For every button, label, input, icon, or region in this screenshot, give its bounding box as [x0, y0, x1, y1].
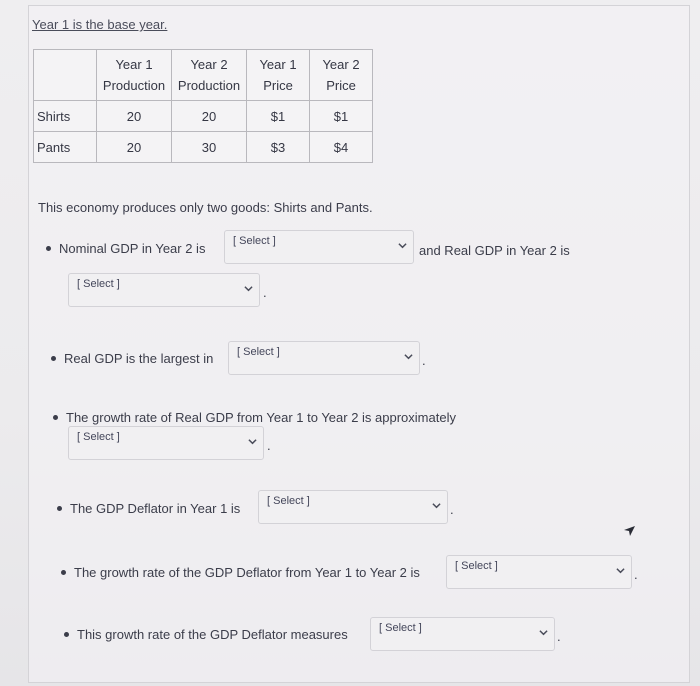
bullet	[51, 356, 56, 361]
real-gdp-year2-select[interactable]	[68, 273, 260, 307]
table-corner-cell	[34, 50, 97, 101]
bullet	[61, 570, 66, 575]
header-year1-production: Year 1 Production	[97, 50, 172, 101]
question-deflator-measures	[64, 627, 348, 642]
question-deflator-growth	[61, 565, 420, 580]
select-value: [ Select ]	[77, 278, 120, 290]
chevron-down-icon	[244, 284, 253, 293]
cell-value: $3	[247, 132, 310, 163]
mouse-cursor-icon	[622, 524, 636, 538]
table-row	[34, 132, 373, 163]
period: .	[263, 285, 267, 300]
table-row	[34, 101, 373, 132]
cell-value: $4	[310, 132, 373, 163]
select-value: [ Select ]	[267, 495, 310, 507]
header-year2-price: Year 2 Price	[310, 50, 373, 101]
question-real-gdp-growth	[53, 410, 456, 425]
row-label-shirts: Shirts	[34, 101, 97, 132]
select-value: [ Select ]	[379, 622, 422, 634]
production-price-table	[33, 49, 373, 163]
base-year-note: Year 1 is the base year.	[32, 17, 168, 32]
question-text: This growth rate of the GDP Deflator measures	[77, 627, 348, 642]
question-text: The growth rate of Real GDP from Year 1 to Year 2 is approximately	[66, 410, 456, 425]
header-year2-production: Year 2 Production	[172, 50, 247, 101]
intro-text: This economy produces only two goods: Shirts and Pants.	[38, 200, 373, 215]
bullet	[64, 632, 69, 637]
question-nominal-gdp	[46, 241, 205, 256]
question-real-gdp-largest	[51, 351, 213, 366]
select-value: [ Select ]	[77, 431, 120, 443]
cell-value: $1	[247, 101, 310, 132]
period: .	[422, 353, 426, 368]
chevron-down-icon	[248, 437, 257, 446]
chevron-down-icon	[404, 352, 413, 361]
gdp-deflator-year1-select[interactable]	[258, 490, 448, 524]
question-gdp-deflator-year1	[57, 501, 240, 516]
period: .	[557, 629, 561, 644]
table-header-row	[34, 50, 373, 101]
deflator-growth-select[interactable]	[446, 555, 632, 589]
nominal-gdp-year2-select[interactable]	[224, 230, 414, 264]
select-value: [ Select ]	[233, 235, 276, 247]
cell-value: 20	[172, 101, 247, 132]
bullet	[57, 506, 62, 511]
row-label-pants: Pants	[34, 132, 97, 163]
select-value: [ Select ]	[237, 346, 280, 358]
bullet	[53, 415, 58, 420]
period: .	[267, 438, 271, 453]
bullet	[46, 246, 51, 251]
real-gdp-growth-select[interactable]	[68, 426, 264, 460]
chevron-down-icon	[539, 628, 548, 637]
header-year1-price: Year 1 Price	[247, 50, 310, 101]
chevron-down-icon	[432, 501, 441, 510]
chevron-down-icon	[398, 241, 407, 250]
period: .	[634, 567, 638, 582]
question-text-continued: and Real GDP in Year 2 is	[419, 243, 570, 258]
question-text: Nominal GDP in Year 2 is	[59, 241, 206, 256]
question-text: The GDP Deflator in Year 1 is	[70, 501, 241, 516]
chevron-down-icon	[616, 566, 625, 575]
cell-value: $1	[310, 101, 373, 132]
deflator-measures-select[interactable]	[370, 617, 555, 651]
question-text: The growth rate of the GDP Deflator from Year 1 to Year 2 is	[74, 565, 420, 580]
real-gdp-largest-select[interactable]	[228, 341, 420, 375]
select-value: [ Select ]	[455, 560, 498, 572]
cell-value: 30	[172, 132, 247, 163]
cell-value: 20	[97, 132, 172, 163]
period: .	[450, 502, 454, 517]
cell-value: 20	[97, 101, 172, 132]
question-text: Real GDP is the largest in	[64, 351, 214, 366]
